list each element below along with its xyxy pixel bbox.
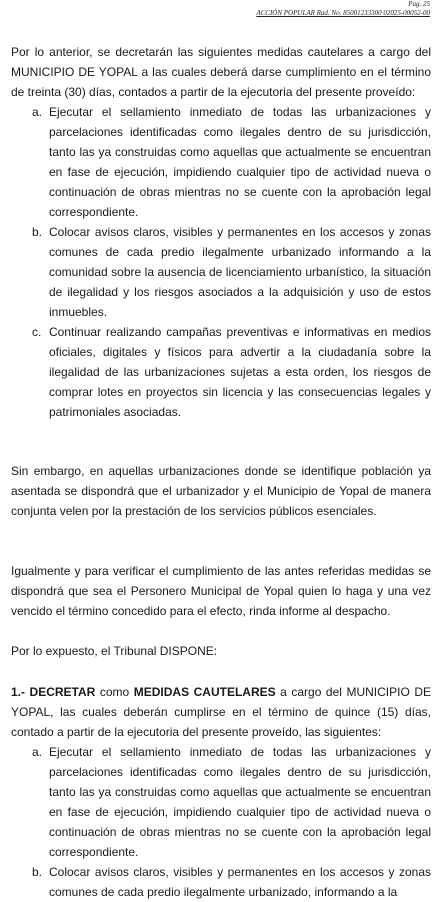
order-paragraph [11,682,431,742]
intro-paragraph: Por lo anterior, se decretarán las siguientes medidas cautelares a cargo del MUNICIPIO DE YOPAL a las cuales deberá darse cumplimiento en el término de treinta (30) días, contados a partir de la ejecutoria del presente proveído: [11,45,431,99]
list-marker: a. [32,105,43,119]
order-text: a cargo del MUNICIPIO DE YOPAL, las cuales deberán cumplirse en el término de quince (15) días, contado a partir de la ejecutoria del presente proveído, las siguientes: [11,685,432,739]
verification-paragraph: Igualmente y para verificar el cumplimiento de las antes referidas medidas se dispondrá que sea el Personero Municipal de Yopal quien lo haga y una vez vencido el término concedido para el efecto, rinda informe al despacho. [11,564,431,618]
list-item-text: Ejecutar el sellamiento inmediato de todas las urbanizaciones y parcelaciones identificadas como ilegales dentro de su jurisdicción, tanto las ya construidas como aquellas que actualmente se encuentran en fase de ejecución, impidiendo cualquier tipo de actividad nueva o continuación de obras mientras no se cuente con la aprobación legal correspondiente. [49,745,431,859]
disposition-heading: Por lo expuesto, el Tribunal DISPONE: [11,644,218,658]
services-paragraph: Sin embargo, en aquellas urbanizaciones donde se identifique población ya asentada se dispondrá que el urbanizador y el Municipio de Yopal de manera conjunta velen por la prestación de los servicios públicos esenciales. [11,464,431,518]
list-marker: b. [32,225,43,239]
list-item-text: Continuar realizando campañas preventivas e informativas en medios oficiales, digitales y físicos para advertir a la ciudadanía sobre la ilegalidad de las urbanizaciones sujetas a esta orden, los riesgos de comprar lotes en proyectos sin licencia y las consecuencias legales y patrimoniales asociadas. [49,325,431,419]
page-number: Pag. 25 [408,0,430,8]
page-header [256,0,430,18]
list-item [11,102,431,222]
list-marker: a. [32,745,43,759]
list-item-text: Colocar avisos claros, visibles y permanentes en los accesos y zonas comunes de cada predio ilegalmente urbanizado, informando a la [49,865,431,899]
list-item [11,742,431,862]
list-item-text: Ejecutar el sellamiento inmediato de todas las urbanizaciones y parcelaciones identificadas como ilegales dentro de su jurisdicción, tanto las ya construidas como aquellas que actualmente se encuentran en fase de ejecución, impidiendo cualquier tipo de actividad nueva o continuación de obras mientras no se cuente con la aprobación legal correspondiente. [49,105,431,219]
list-marker: c. [32,325,42,339]
decreed-measures-list [11,742,431,902]
order-connector: como [95,685,134,699]
order-measures-label: MEDIDAS CAUTELARES [133,685,276,699]
list-item-text: Colocar avisos claros, visibles y permanentes en los accesos y zonas comunes de cada predio ilegalmente urbanizado informando a la comunidad sobre la ausencia de licenciamiento urbanístico, la situación de ilegalidad y los riesgos asociados a la adquisición y uso de estos inmuebles. [49,225,431,319]
list-item [11,862,431,902]
list-item [11,322,431,422]
case-reference: ACCIÓN POPULAR Rad. No. 85001233300 02025-00052-00 [256,9,430,17]
measures-list [11,102,431,422]
list-marker: b. [32,865,43,879]
order-number: 1.- DECRETAR [11,685,96,699]
list-item [11,222,431,322]
document-body [11,42,431,902]
